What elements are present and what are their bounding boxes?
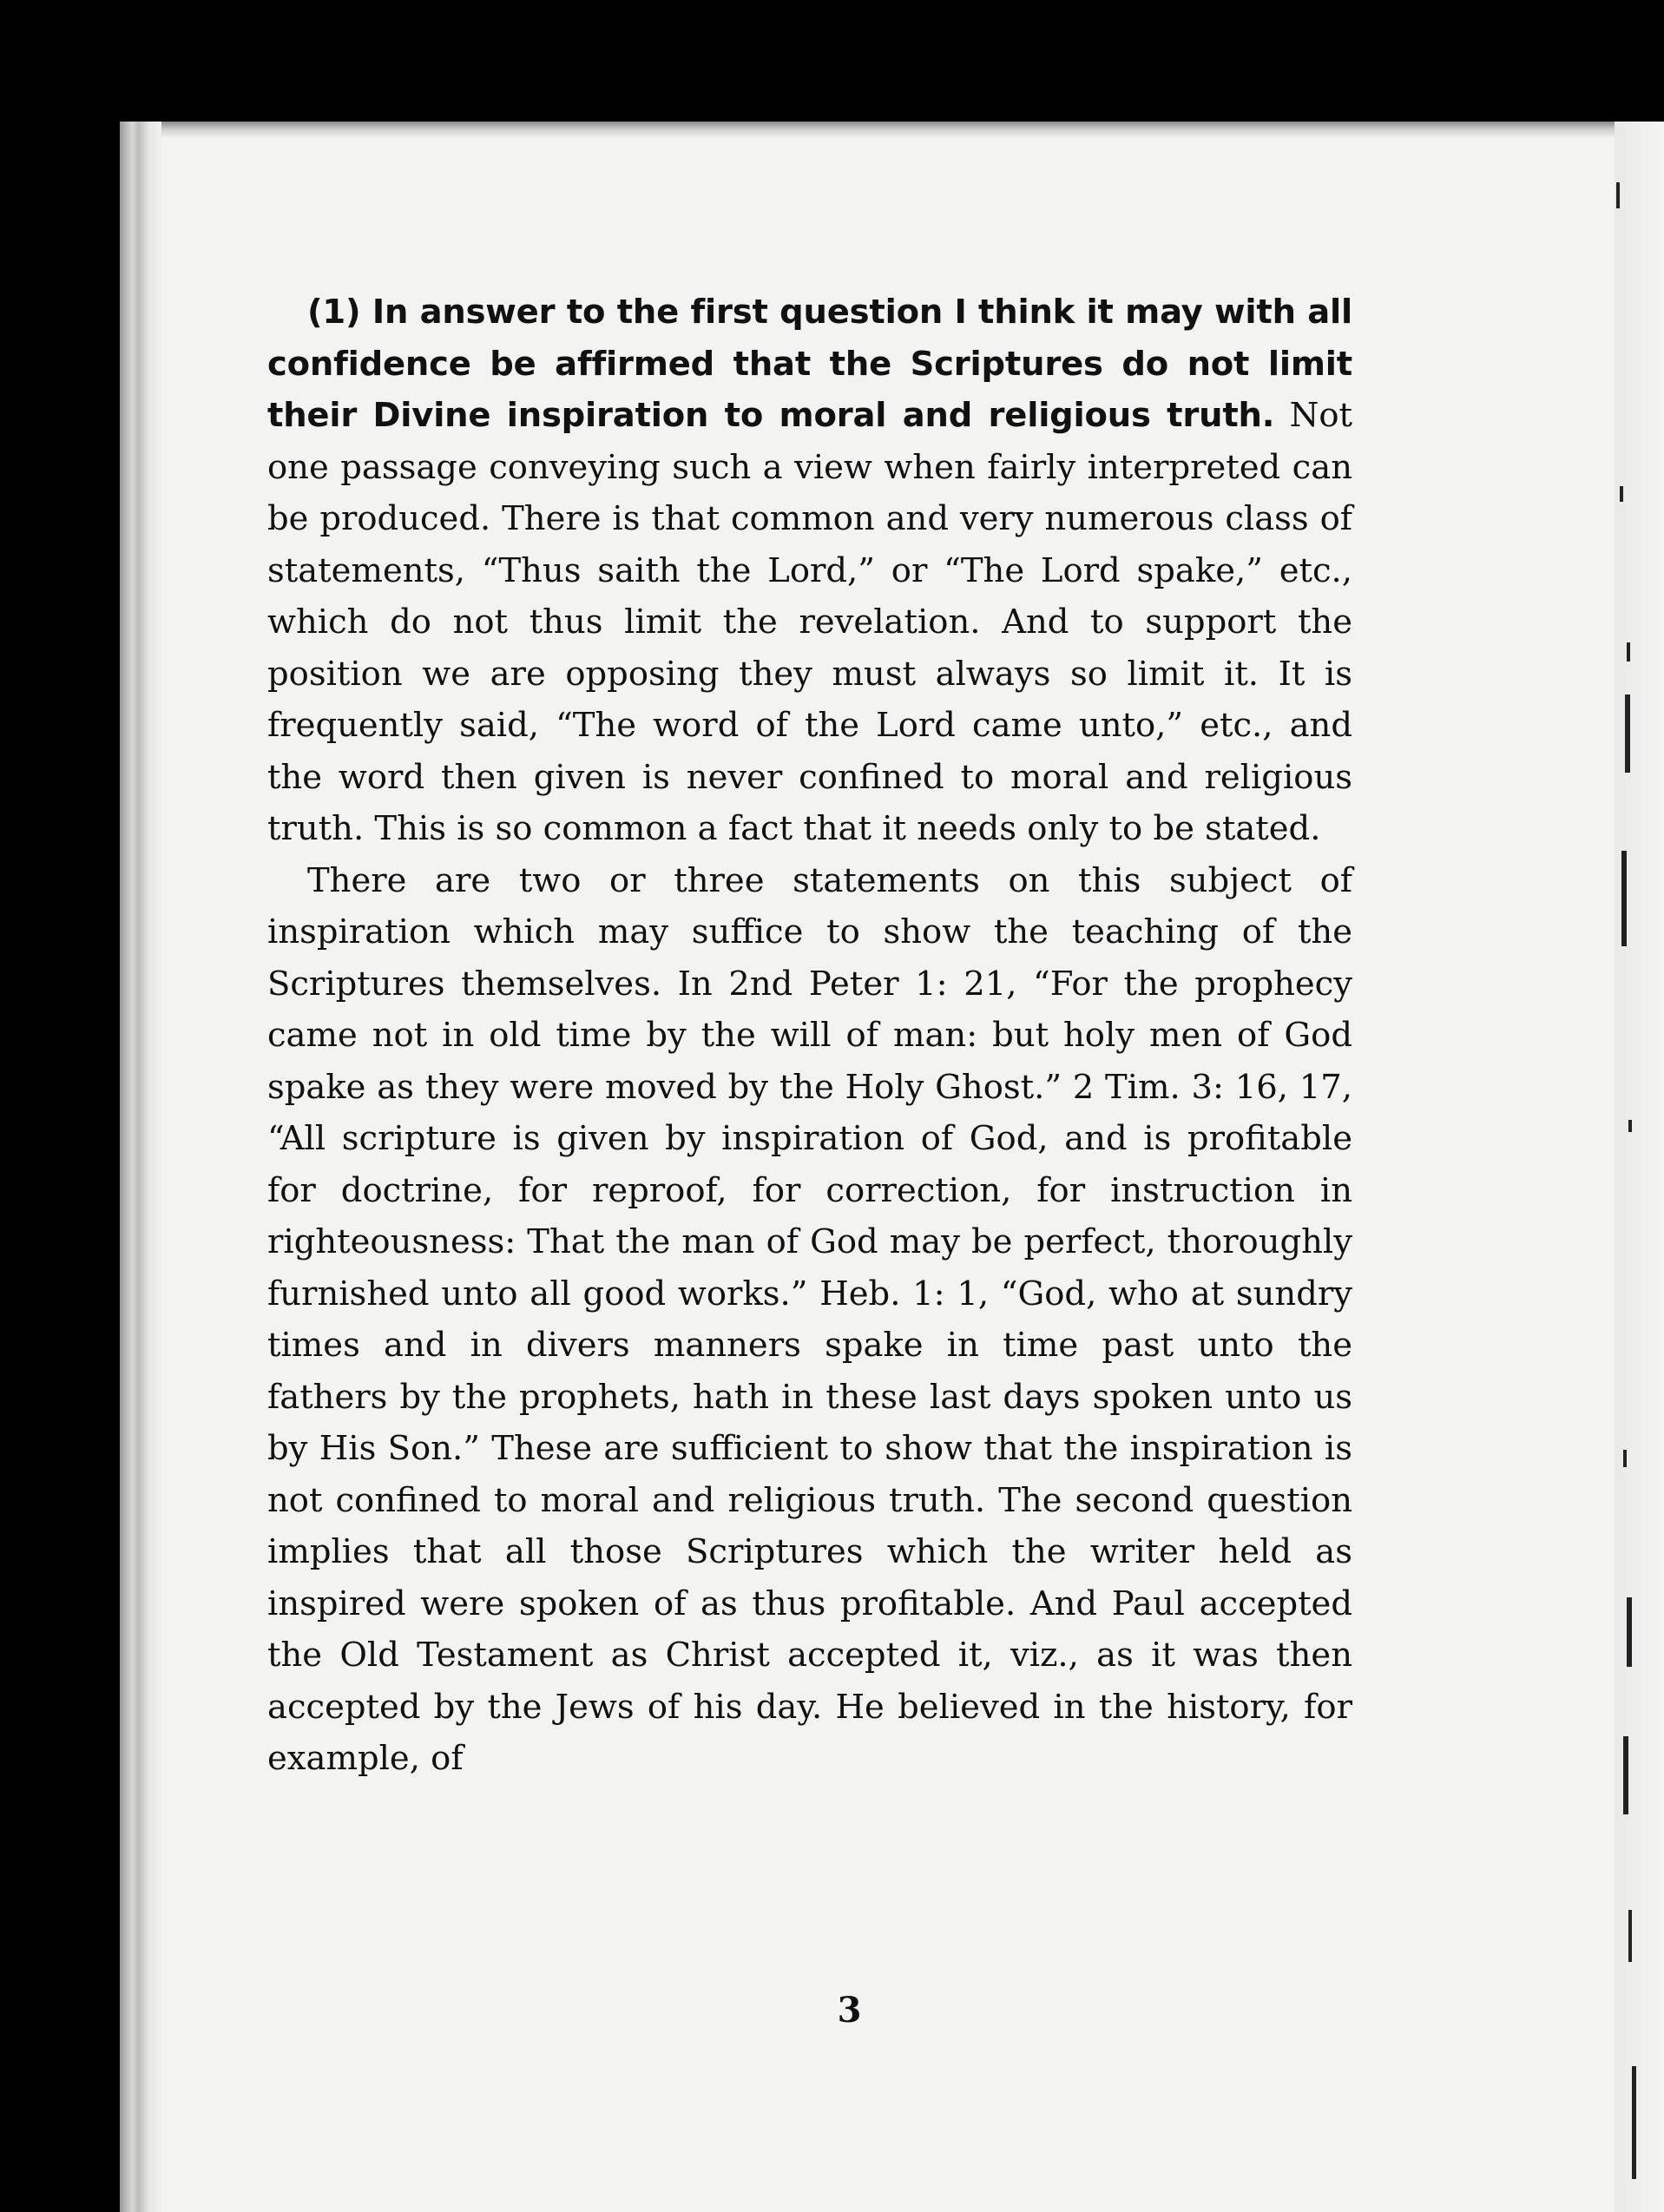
scan-border-left — [0, 0, 120, 2212]
page-top-edge — [120, 122, 1664, 137]
margin-mark — [1616, 182, 1620, 208]
paragraph-2: There are two or three statements on this subject of inspiration which may suffice to show the teaching of the Scriptures themselves. In 2nd Peter 1: 21, “For the prophecy came not in old time by the will of man: but holy men of God spake as they were moved by the Holy Ghost.” 2 Tim. 3: 16, 17, “All scripture is given by inspiration of God, and is profitable for doctrine, for reproof, for correction, for instruction in righteousness: That the man of God may be perfect, thoroughly furnished unto all good works.” Heb. 1: 1, “God, who at sundry times and in divers manners spake in time past unto the fathers by the prophets, hath in these last days spoken unto us by His Son.” These are sufficient to show that the inspiration is not confined to moral and religious truth. The second question implies that all those Scriptures which the writer held as inspired were spoken of as thus profitable. And Paul accepted the Old Testament as Christ accepted it, viz., as it was then accepted by the Jews of his day. He believed in the history, for example, of — [267, 860, 1352, 1778]
page-number: 3 — [837, 1990, 862, 2031]
margin-mark — [1620, 486, 1623, 502]
paragraph-1 — [267, 286, 1352, 855]
body-text — [267, 286, 1352, 1785]
margin-mark — [1628, 1910, 1632, 1962]
page-binding-edge — [120, 122, 161, 2212]
margin-mark — [1625, 695, 1630, 773]
margin-mark — [1623, 1450, 1627, 1467]
margin-mark — [1627, 1597, 1632, 1667]
page-right-margin — [1615, 122, 1664, 2212]
margin-mark — [1627, 642, 1630, 662]
margin-mark — [1632, 2066, 1636, 2179]
bold-lead-sentence: (1) In answer to the first question I think it may with all confidence be affirmed that the Scriptures do not limit their Divine inspiration to moral and religious truth. — [267, 293, 1352, 435]
margin-mark — [1628, 1120, 1632, 1132]
scan-border-top — [0, 0, 1664, 126]
margin-mark — [1623, 1736, 1628, 1814]
paragraph-1-text: Not one passage conveying such a view when fairly interpreted can be produced. There is that common and very numerous class of statements, “Thus saith the Lord,” or “The Lord spake,” etc., which do not thus limit the revelation. And to support the position we are opposing they must always so limit it. It is frequently said, “The word of the Lord came unto,” etc., and the word then given is never confined to moral and religious truth. This is so common a fact that it needs only to be stated. — [267, 396, 1352, 848]
margin-mark — [1621, 851, 1627, 946]
